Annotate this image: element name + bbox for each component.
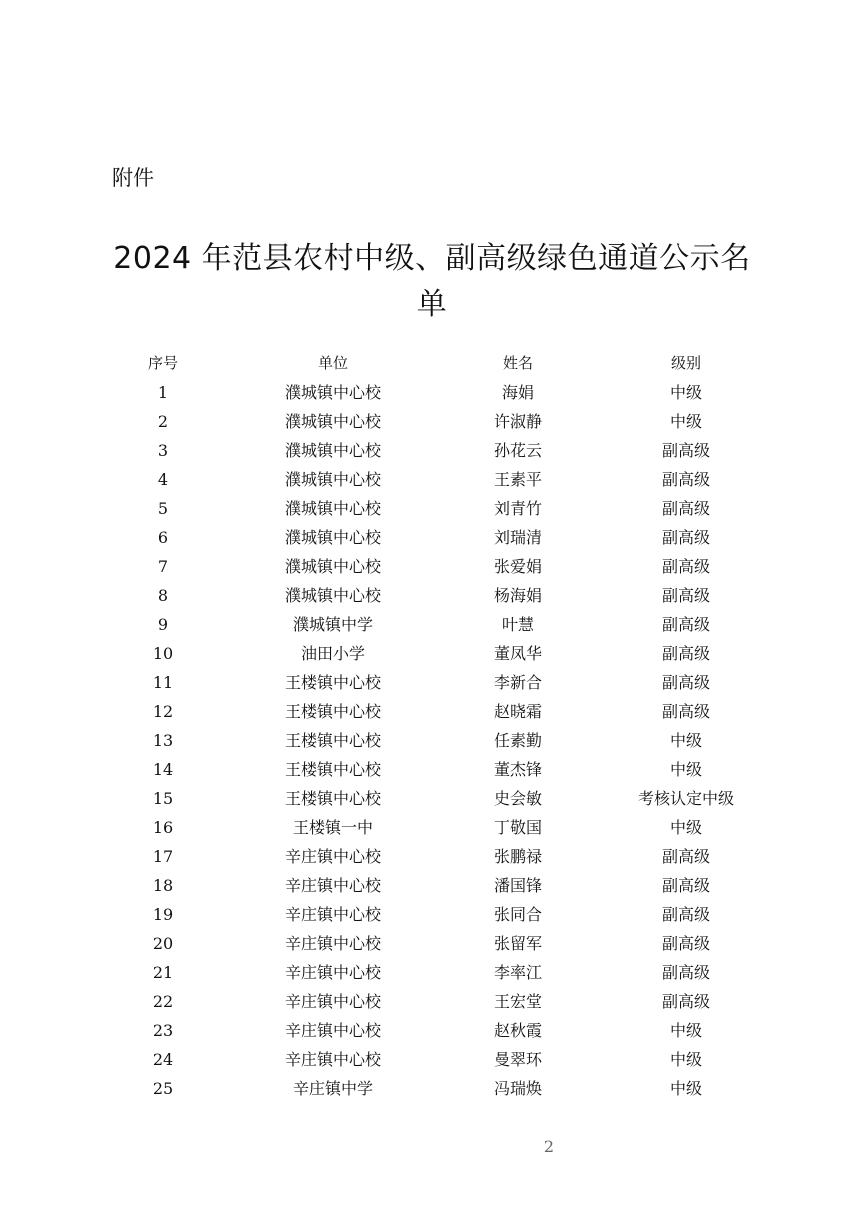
roster-table — [0, 349, 864, 1103]
cell-name: 赵晓霜 — [493, 702, 542, 721]
cell-number: 10 — [152, 644, 174, 663]
cell-number: 24 — [152, 1050, 174, 1069]
cell-level: 中级 — [669, 383, 702, 402]
table-row — [0, 378, 864, 407]
table-row — [0, 987, 864, 1016]
cell-unit: 王楼镇中心校 — [284, 731, 381, 750]
cell-level: 副高级 — [661, 992, 710, 1011]
cell-unit: 王楼镇中心校 — [284, 673, 381, 692]
cell-unit: 王楼镇一中 — [292, 818, 373, 837]
cell-number: 1 — [157, 383, 169, 402]
cell-name: 叶慧 — [501, 615, 534, 634]
cell-number: 20 — [152, 934, 174, 953]
cell-number: 25 — [152, 1079, 174, 1098]
cell-level: 副高级 — [661, 673, 710, 692]
cell-number: 12 — [152, 702, 174, 721]
cell-number: 5 — [157, 499, 169, 518]
cell-name: 孙花云 — [493, 441, 542, 460]
table-row — [0, 610, 864, 639]
cell-level: 中级 — [669, 1021, 702, 1040]
cell-number: 11 — [152, 673, 174, 692]
cell-unit: 濮城镇中心校 — [284, 528, 381, 547]
cell-number: 15 — [152, 789, 174, 808]
cell-level: 中级 — [669, 1079, 702, 1098]
cell-name: 杨海娟 — [493, 586, 542, 605]
cell-level: 副高级 — [661, 615, 710, 634]
cell-name: 张鹏禄 — [493, 847, 542, 866]
cell-unit: 辛庄镇中心校 — [284, 934, 381, 953]
cell-level: 副高级 — [661, 905, 710, 924]
cell-unit: 濮城镇中心校 — [284, 470, 381, 489]
cell-level: 中级 — [669, 412, 702, 431]
table-row — [0, 581, 864, 610]
table-row — [0, 523, 864, 552]
table-row — [0, 1045, 864, 1074]
table-row — [0, 697, 864, 726]
cell-unit: 辛庄镇中心校 — [284, 876, 381, 895]
column-header-level: 级别 — [670, 354, 701, 372]
cell-unit: 辛庄镇中心校 — [284, 905, 381, 924]
cell-number: 23 — [152, 1021, 174, 1040]
cell-level: 中级 — [669, 760, 702, 779]
cell-level: 副高级 — [661, 963, 710, 982]
table-row — [0, 726, 864, 755]
cell-level: 副高级 — [661, 441, 710, 460]
cell-number: 9 — [157, 615, 169, 634]
cell-level: 副高级 — [661, 586, 710, 605]
cell-name: 刘瑞清 — [493, 528, 542, 547]
cell-name: 潘国锋 — [493, 876, 542, 895]
cell-level: 中级 — [669, 731, 702, 750]
cell-level: 副高级 — [661, 557, 710, 576]
column-header-name: 姓名 — [502, 354, 533, 372]
cell-name: 张爱娟 — [493, 557, 542, 576]
page-number: 2 — [543, 1137, 555, 1156]
cell-name: 王宏堂 — [493, 992, 542, 1011]
cell-level: 考核认定中级 — [637, 789, 734, 808]
cell-number: 19 — [152, 905, 174, 924]
cell-number: 21 — [152, 963, 174, 982]
cell-number: 4 — [157, 470, 169, 489]
cell-name: 任素勤 — [493, 731, 542, 750]
cell-number: 16 — [152, 818, 174, 837]
cell-number: 13 — [152, 731, 174, 750]
cell-unit: 濮城镇中心校 — [284, 412, 381, 431]
table-body — [0, 378, 864, 1103]
cell-unit: 王楼镇中心校 — [284, 760, 381, 779]
table-row — [0, 1074, 864, 1103]
cell-name: 董凤华 — [493, 644, 542, 663]
cell-name: 刘青竹 — [493, 499, 542, 518]
cell-name: 张留军 — [493, 934, 542, 953]
table-row — [0, 813, 864, 842]
table-row — [0, 755, 864, 784]
cell-name: 冯瑞焕 — [493, 1079, 542, 1098]
column-header-number: 序号 — [147, 354, 178, 372]
cell-name: 许淑静 — [493, 412, 542, 431]
cell-level: 副高级 — [661, 470, 710, 489]
cell-number: 7 — [157, 557, 169, 576]
cell-name: 史会敏 — [493, 789, 542, 808]
cell-name: 曼翠环 — [493, 1050, 542, 1069]
cell-unit: 濮城镇中心校 — [284, 586, 381, 605]
cell-unit: 濮城镇中心校 — [284, 499, 381, 518]
table-row — [0, 871, 864, 900]
column-header-unit: 单位 — [317, 354, 348, 372]
cell-unit: 王楼镇中心校 — [284, 702, 381, 721]
cell-name: 丁敬国 — [493, 818, 542, 837]
cell-number: 3 — [157, 441, 169, 460]
cell-name: 赵秋霞 — [493, 1021, 542, 1040]
table-row — [0, 784, 864, 813]
cell-number: 6 — [157, 528, 169, 547]
cell-unit: 濮城镇中心校 — [284, 557, 381, 576]
table-row — [0, 639, 864, 668]
cell-name: 海娟 — [501, 383, 534, 402]
cell-number: 2 — [157, 412, 169, 431]
table-row — [0, 1016, 864, 1045]
cell-number: 14 — [152, 760, 174, 779]
cell-unit: 辛庄镇中心校 — [284, 847, 381, 866]
cell-level: 副高级 — [661, 528, 710, 547]
cell-unit: 辛庄镇中学 — [292, 1079, 373, 1098]
cell-level: 副高级 — [661, 644, 710, 663]
table-row — [0, 407, 864, 436]
cell-name: 董杰锋 — [493, 760, 542, 779]
cell-unit: 王楼镇中心校 — [284, 789, 381, 808]
cell-number: 18 — [152, 876, 174, 895]
table-row — [0, 552, 864, 581]
cell-name: 李率江 — [493, 963, 542, 982]
cell-name: 张同合 — [493, 905, 542, 924]
table-row — [0, 958, 864, 987]
cell-level: 副高级 — [661, 499, 710, 518]
cell-unit: 辛庄镇中心校 — [284, 1050, 381, 1069]
table-row — [0, 494, 864, 523]
cell-unit: 濮城镇中心校 — [284, 383, 381, 402]
cell-unit: 濮城镇中心校 — [284, 441, 381, 460]
attachment-label: 附件 — [112, 166, 154, 190]
document-title: 2024 年范县农村中级、副高级绿色通道公示名单 — [113, 241, 751, 322]
table-row — [0, 668, 864, 697]
cell-unit: 濮城镇中学 — [292, 615, 373, 634]
cell-number: 17 — [152, 847, 174, 866]
cell-level: 副高级 — [661, 934, 710, 953]
table-row — [0, 436, 864, 465]
cell-name: 李新合 — [493, 673, 542, 692]
cell-name: 王素平 — [493, 470, 542, 489]
cell-unit: 辛庄镇中心校 — [284, 992, 381, 1011]
cell-number: 22 — [152, 992, 174, 1011]
table-header-row — [0, 349, 864, 378]
cell-unit: 辛庄镇中心校 — [284, 963, 381, 982]
table-row — [0, 842, 864, 871]
cell-level: 中级 — [669, 1050, 702, 1069]
cell-level: 中级 — [669, 818, 702, 837]
cell-unit: 辛庄镇中心校 — [284, 1021, 381, 1040]
cell-level: 副高级 — [661, 876, 710, 895]
cell-unit: 油田小学 — [300, 644, 365, 663]
table-row — [0, 900, 864, 929]
table-row — [0, 929, 864, 958]
cell-level: 副高级 — [661, 847, 710, 866]
cell-level: 副高级 — [661, 702, 710, 721]
table-row — [0, 465, 864, 494]
cell-number: 8 — [157, 586, 169, 605]
